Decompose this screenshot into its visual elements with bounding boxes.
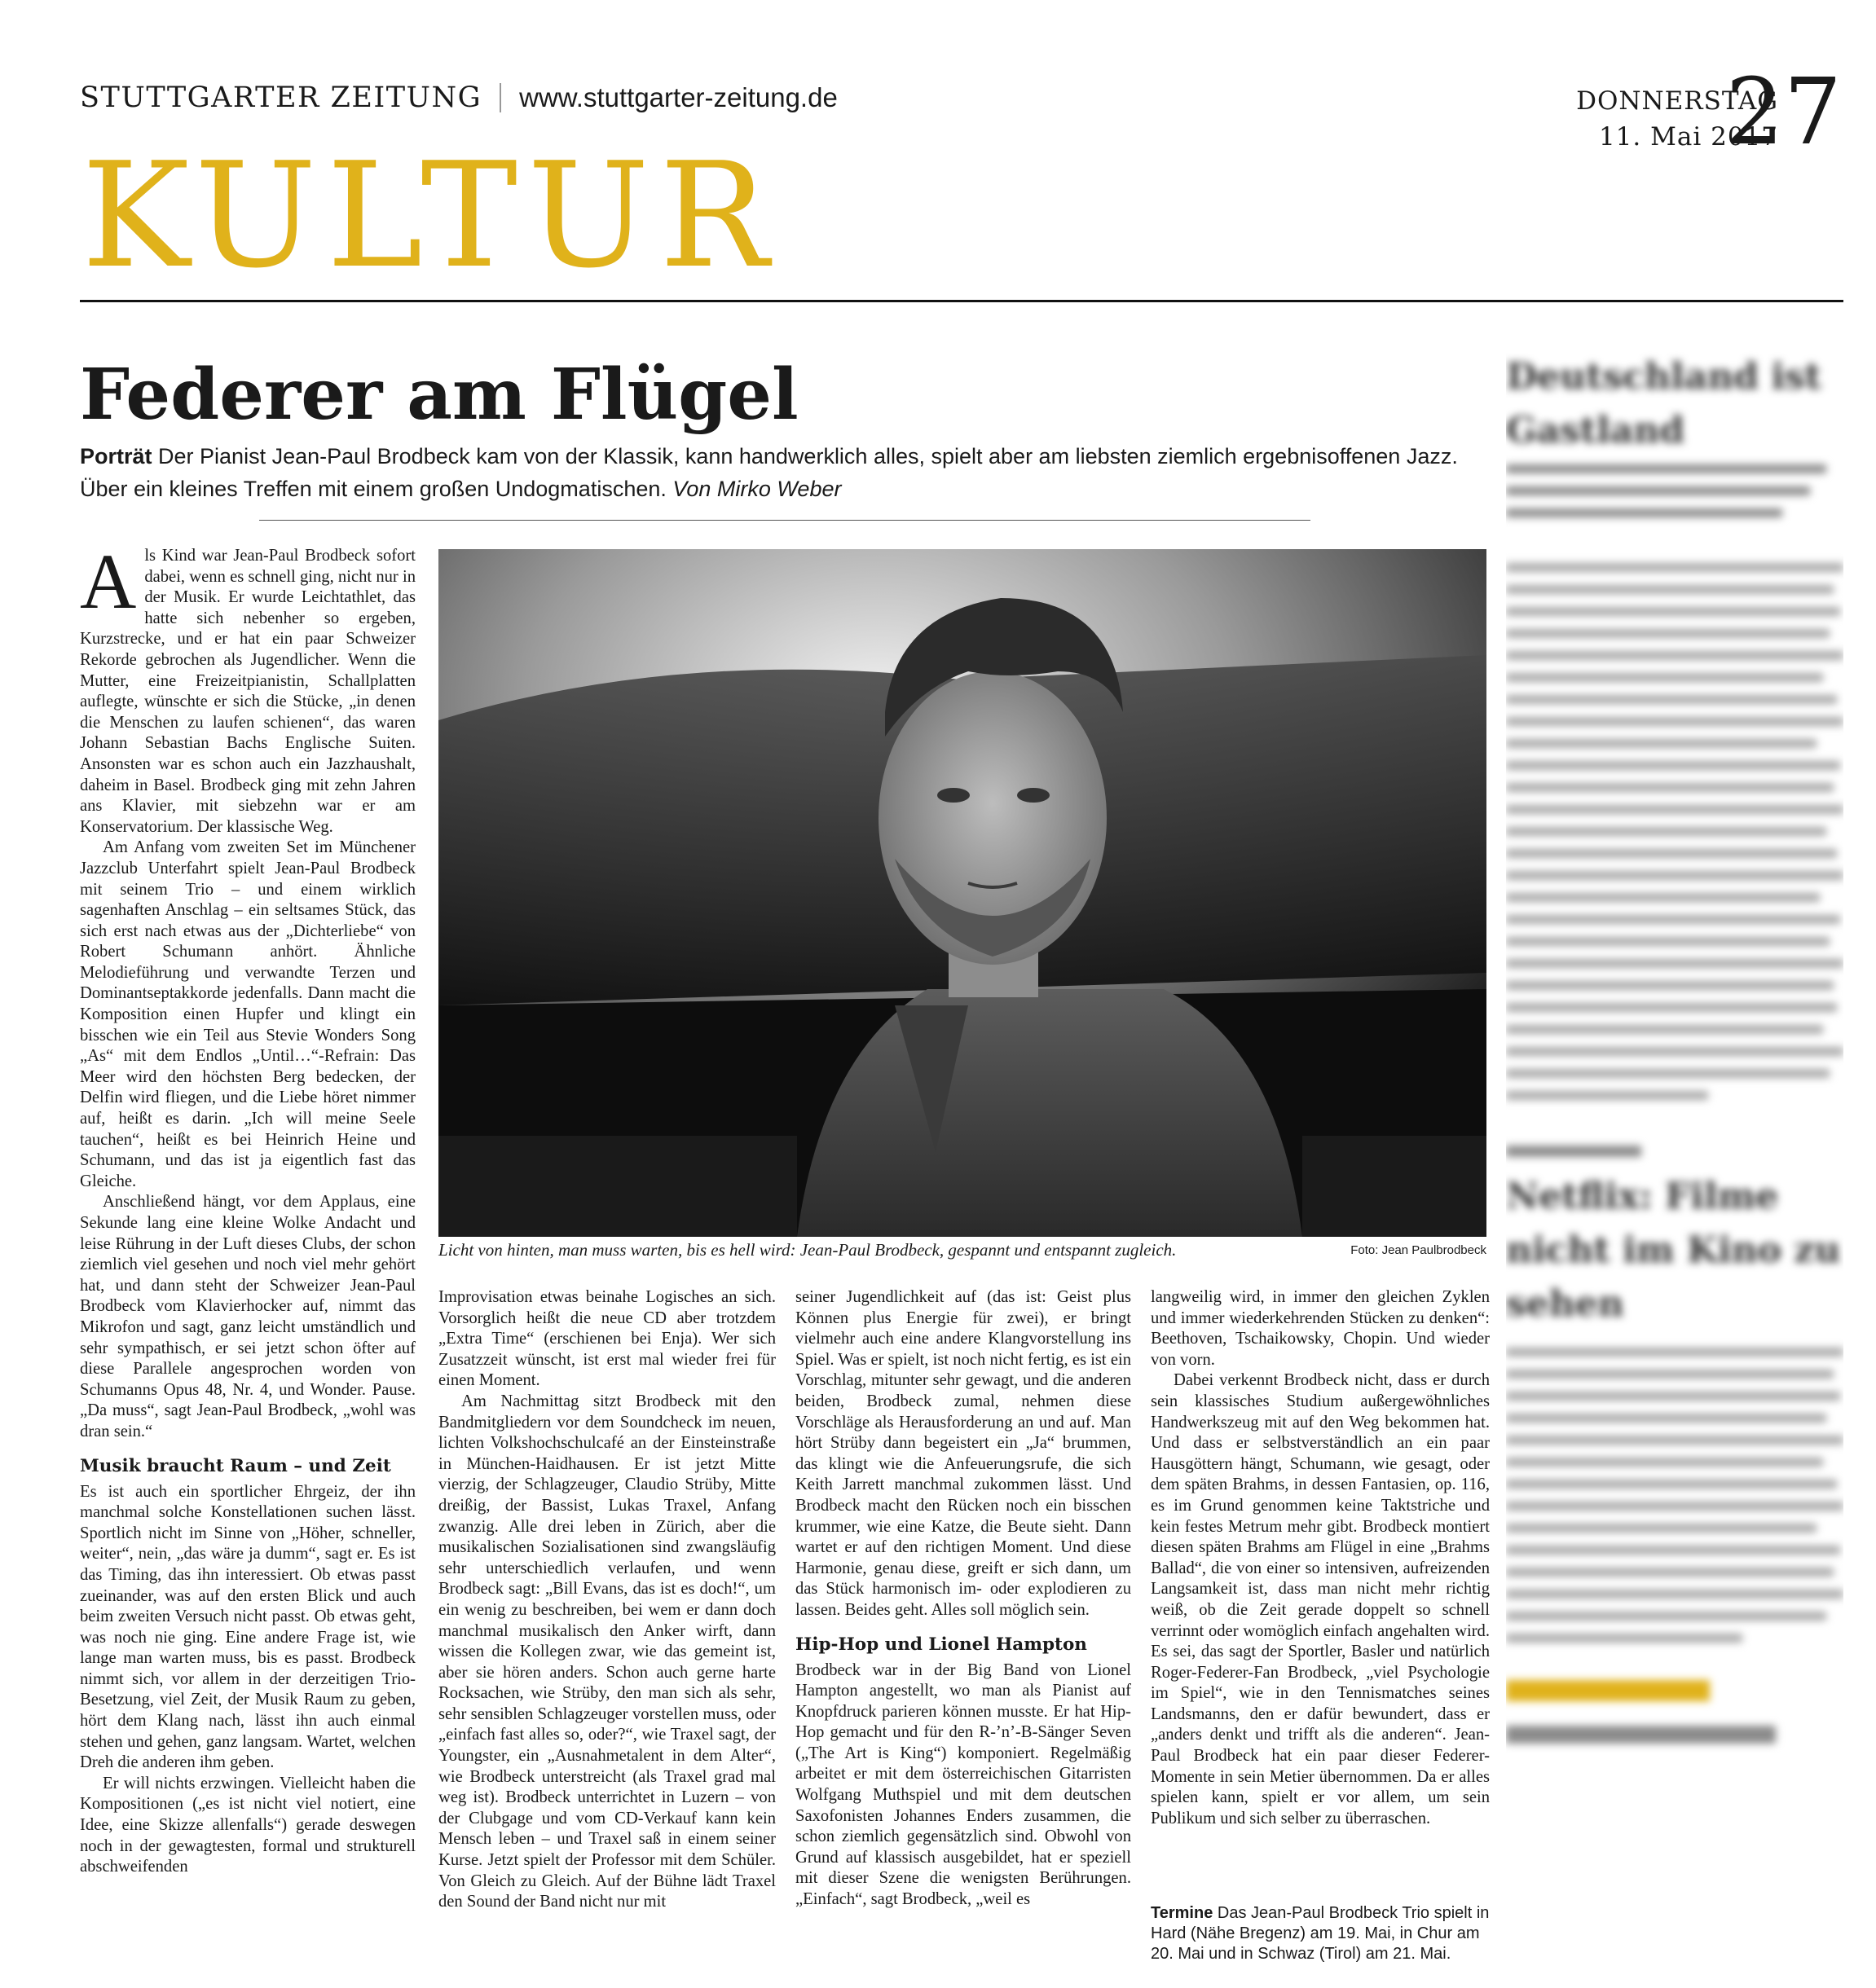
article-column-2 xyxy=(438,1287,776,1913)
paragraph: seiner Jugendlichkeit auf (das ist: Geist plus Können plus Energie für zwei), er bringt vielmehr auch eine andere Klangvorstellung ins Spiel. Was er spielt, ist noch nicht fertig, es ist ein Vorschlag, mitunter sehr gewagt, und die anderen beiden, Brodbeck zumal, nehmen diese Vorschläge als Herausforderung an und auf. Man hört Strüby dann begeistert ein „Ja“ brummen, das klingt wie die Anfeuerungsrufe, die sich Keith Jarrett manchmal zukommen lässt. Und Brodbeck macht den Rücken noch ein bisschen krummer, wie eine Katze, die Beute sieht. Dann wartet er auf den richtigen Moment. Und diese Harmonie, genau diese, greift er sich dann, um das Stück harmonisch im- oder explodieren zu lassen. Beides geht. Alles soll möglich sein. xyxy=(795,1288,1131,1619)
sidebar-headline-2: Netflix: Filme nicht im Kino zu sehen xyxy=(1506,1176,1841,1325)
paragraph: Am Anfang vom zweiten Set im Münchener Jazzclub Unterfahrt spielt Jean-Paul Brodbeck mit seinem Trio – und einem wirklich sagenhaften Anschlag – ein seltsames Stück, das sich erst nach etwas aus der „Dichterliebe“ von Robert Schumann anhört. Ähnliche Melodieführung und verwandte Terzen und Dominantseptakkorde jedenfalls. Dann macht die Komposition einen Hupfer und klingt ein bisschen wie ein Teil aus Stevie Wonders Song „As“ mit dem Endlos „Until…“-Refrain: Das Meer wird den höchsten Berg bedecken, der Delfin wird fliegen, und die Liebe höret nimmer auf, heißt es darin. „Ich will meine Seele tauchen“, heißt es bei Heinrich Heine und Schumann, und das ist ja eigentlich fast das Gleiche. xyxy=(80,838,416,1190)
event-dates-box xyxy=(1151,1903,1490,1964)
issue-weekday: DONNERSTAG xyxy=(1576,86,1778,116)
issue-date-text: 11. Mai 2017 xyxy=(1598,122,1778,152)
paragraph: Improvisation etwas beinahe Logisches an sich. Vorsorglich heißt die neue CD aber trotzdem „Extra Time“ (erschienen bei Enja). Wer sich Zusatzzeit wünscht, ist erst mal wieder frei für einen Moment. xyxy=(438,1288,776,1390)
event-dates-label: Termine xyxy=(1151,1904,1213,1922)
sidebar-blurred-articles xyxy=(1506,350,1843,1972)
paragraph: Brodbeck war in der Big Band von Lionel Hampton angestellt, wo man als Pianist auf Knopfdruck parieren können musste. Er hat Hip-Hop gemacht und für den R-’n’-B-Sänger Seven („The Art is King“) komponiert. Regelmäßig arbeitet er mit dem österreichischen Gitarristen Wolfgang Muthspiel und mit dem deutschen Saxofonisten Johannes Enders zusammen, die schon ziemlich gegensätzlich sind. Obwohl von Grund auf klassisch ausgebildet, hat er speziell mit dieser Szene die wenigsten Berührungen. „Einfach“, sagt Brodbeck, „weil es xyxy=(795,1660,1131,1909)
paragraph: Anschließend hängt, vor dem Applaus, eine Sekunde lang eine kleine Wolke Andacht und leise Rührung in der Luft dieses Clubs, der schon ziemlich viel gesehen und noch viel mehr gehört hat, und dann steht der Schweizer Jean-Paul Brodbeck vom Klavierhocker auf, nimmt das Mikrofon und sagt, ganz leicht umständlich und sehr sympathisch, er sei jetzt schon öfter auf diese Parallele angesprochen worden von Schumanns Opus 48, Nr. 4, und Wonder. Pause. „Da muss“, sagt Jean-Paul Brodbeck, „wohl was dran sein.“ xyxy=(80,1193,416,1440)
article-column-4 xyxy=(1151,1287,1490,1829)
article-photo xyxy=(438,549,1486,1237)
sidebar-body-1 xyxy=(1506,563,1843,1100)
paragraph: Er will nichts erzwingen. Vielleicht haben die Kompositionen („es ist nicht viel notiert, eine Idee, eine Skizze allenfalls“) gerade deswegen noch in der gewagtesten, formal und strukturell abschweifenden xyxy=(80,1774,416,1876)
newspaper-name: STUTTGARTER ZEITUNG xyxy=(80,81,482,114)
article-byline: Von Mirko Weber xyxy=(672,477,842,501)
paragraph: Als Kind war Jean-Paul Brodbeck sofort dabei, wenn es schnell ging, nicht nur in der Musik. Er wurde Leichtathlet, das hatte sich nebenher so ergeben, Kurzstrecke, und er hat ein paar Schweizer Rekorde gebrochen als Jugendlicher. Wenn die Mutter, eine Freizeitpianistin, Schallplatten auflegte, wünschte er sich die Stücke, „in denen die Menschen zu laufen schienen“, das waren Johann Sebastian Bachs Englische Suiten. Ansonsten war es schon auch ein Jazzhaushalt, daheim in Basel. Brodbeck ging mit zehn Jahren ans Klavier, mit siebzehn war er am Konservatorium. Der klassische Weg. xyxy=(80,538,416,836)
paragraph: Dabei verkennt Brodbeck nicht, dass er durch sein klassisches Studium außergewöhnliches Handwerkszeug mit auf den Weg bekommen hat. Und dass er selbstverständlich an ein paar Hausgöttern hängt, Schumann, wie gesagt, oder dem späten Brahms, in dessen Fantasien, op. 116, es im Grund genommen keine Taktstriche und kein festes Metrum mehr gibt. Brodbeck montiert diesen späten Brahms am Flügel in eine „Brahms Ballad“, die von einer so intensiven, aufreizenden Langsamkeit ist, dass man nicht mehr richtig weiß, ob die Zeit gerade doppelt so schnell verrinnt oder womöglich einfach angehalten wird. Es sei, das sagt der Sportler, Basler und natürlich Roger-Federer-Fan Brodbeck, „viel Psychologie im Spiel“, wie in den Tennismatches seines Landsmanns, den er dafür bewundert, dass er „anders denkt und trifft als die anderen“. Jean-Paul Brodbeck hat ein paar dieser Federer-Momente in sein Metier übernommen. Da er alles spielen kann, spielt er vor allem, um sein Publikum und sich selber zu überraschen. xyxy=(1151,1371,1490,1827)
subheading: Hip-Hop und Lionel Hampton xyxy=(795,1634,1087,1655)
paragraph: Es ist auch ein sportlicher Ehrgeiz, der ihn manchmal solche Konstellationen suchen lässt. Sportlich nicht im Sinne von „Höher, schneller, weiter“, nein, „das wäre ja dumm“, sagt er. Es ist das Timing, das ihn interessiert. Ob etwas passt zueinander, was auf den ersten Blick und auch beim zweiten Versuch nicht passt. Ob etwas geht, was noch nie ging. Eine andere Frage ist, wie lange man warten muss, bis es passt. Brodbeck nimmt sich, vor allem in der derzeitigen Trio-Besetzung, viel Zeit, der Musik Raum zu geben, hört dem Klang nach, lässt ihn auch einmal stehen und gehen, ganz langsam. Wartet, welchen Dreh die anderen ihm geben. xyxy=(80,1482,416,1772)
deck-text: Der Pianist Jean-Paul Brodbeck kam von der Klassik, kann handwerklich alles, spielt aber am liebsten ziemlich ergebnisoffenen Jazz. Über ein kleines Treffen mit einem großen Undogmatischen. xyxy=(80,444,1458,501)
article-deck xyxy=(80,440,1465,505)
photo-caption: Licht von hinten, man muss warten, bis es hell wird: Jean-Paul Brodbeck, gespannt und entspannt zugleich. xyxy=(438,1240,1177,1260)
sidebar-body-2 xyxy=(1506,1348,1843,1643)
sidebar-teaser xyxy=(1506,464,1843,517)
sidebar-label xyxy=(1506,1146,1641,1157)
deck-divider xyxy=(259,520,1310,521)
photo-credit: Foto: Jean Paulbrodbeck xyxy=(1350,1243,1486,1257)
masthead xyxy=(80,81,838,114)
event-dates-text: Das Jean-Paul Brodbeck Trio spielt in Hard (Nähe Bregenz) am 19. Mai, in Chur am 20. Mai und in Schwaz (Tirol) am 21. Mai. xyxy=(1151,1904,1490,1963)
article-headline: Federer am Flügel xyxy=(80,354,799,436)
article-column-1 xyxy=(80,538,416,1878)
masthead-rule xyxy=(80,300,1843,302)
paragraph: Am Nachmittag sitzt Brodbeck mit den Bandmitgliedern vor dem Soundcheck im neuen, lichten Volkshochschulcafé an der Einsteinstraße in München-Haidhausen. Er ist jetzt Mitte vierzig, der Schlagzeuger, Claudio Strüby, Mitte dreißig, der Bassist, Lukas Traxel, Anfang zwanzig. Alle drei leben in Zürich, aber die musikalischen Sozialisationen sind zwangsläufig sehr unterschiedlich verlaufen, und wenn Brodbeck sagt: „Bill Evans, das ist es doch!“, um ein wenig zu beschreiben, bei wem er dann doch manchmal musikalisch den Anker wirft, dann wissen die Kollegen zwar, wie das gemeint ist, aber sie hören anders. Schon auch gerne harte Rocksachen, wie Strüby, den man sich als sehr, sehr sensiblen Schlagzeuger vorstellen muss, oder „einfach fast alles so, oder?“, wie Traxel sagt, der Youngster, ein „Ausnahmetalent in dem Alter“, wie Brodbeck unterstreicht (als Traxel grad mal weg ist). Brodbeck unterrichtet in Luzern – von der Clubgage und vom CD-Verkauf kann kein Mensch leben – und Traxel saß in einem seiner Kurse. Jetzt spielt der Professor mit dem Schüler. Von Gleich zu Gleich. Auf der Bühne lädt Traxel den Sound der Band nicht nur mit xyxy=(438,1392,776,1911)
article-column-3 xyxy=(795,1287,1131,1911)
section-title: KULTUR xyxy=(81,131,779,300)
sidebar-headline-1: Deutschland ist Gastland xyxy=(1506,356,1822,451)
subheading: Musik braucht Raum – und Zeit xyxy=(80,1455,391,1476)
sidebar-headline-3 xyxy=(1506,1726,1776,1744)
newspaper-url[interactable]: www.stuttgarter-zeitung.de xyxy=(519,82,838,112)
sidebar-gold-label xyxy=(1506,1680,1710,1701)
paragraph: langweilig wird, in immer den gleichen Zyklen und immer wiederkehrenden Stücken zu denken“: Beethoven, Tschaikowsky, Chopin. Und wieder von vorn. xyxy=(1151,1288,1490,1369)
portrait-photo-image xyxy=(438,549,1486,1237)
drop-cap: A xyxy=(80,538,137,625)
sidebar-blur-wrapper xyxy=(1506,350,1843,1744)
page-number: 27 xyxy=(1725,59,1842,165)
masthead-divider xyxy=(500,83,501,112)
article-kicker: Porträt xyxy=(80,444,152,468)
